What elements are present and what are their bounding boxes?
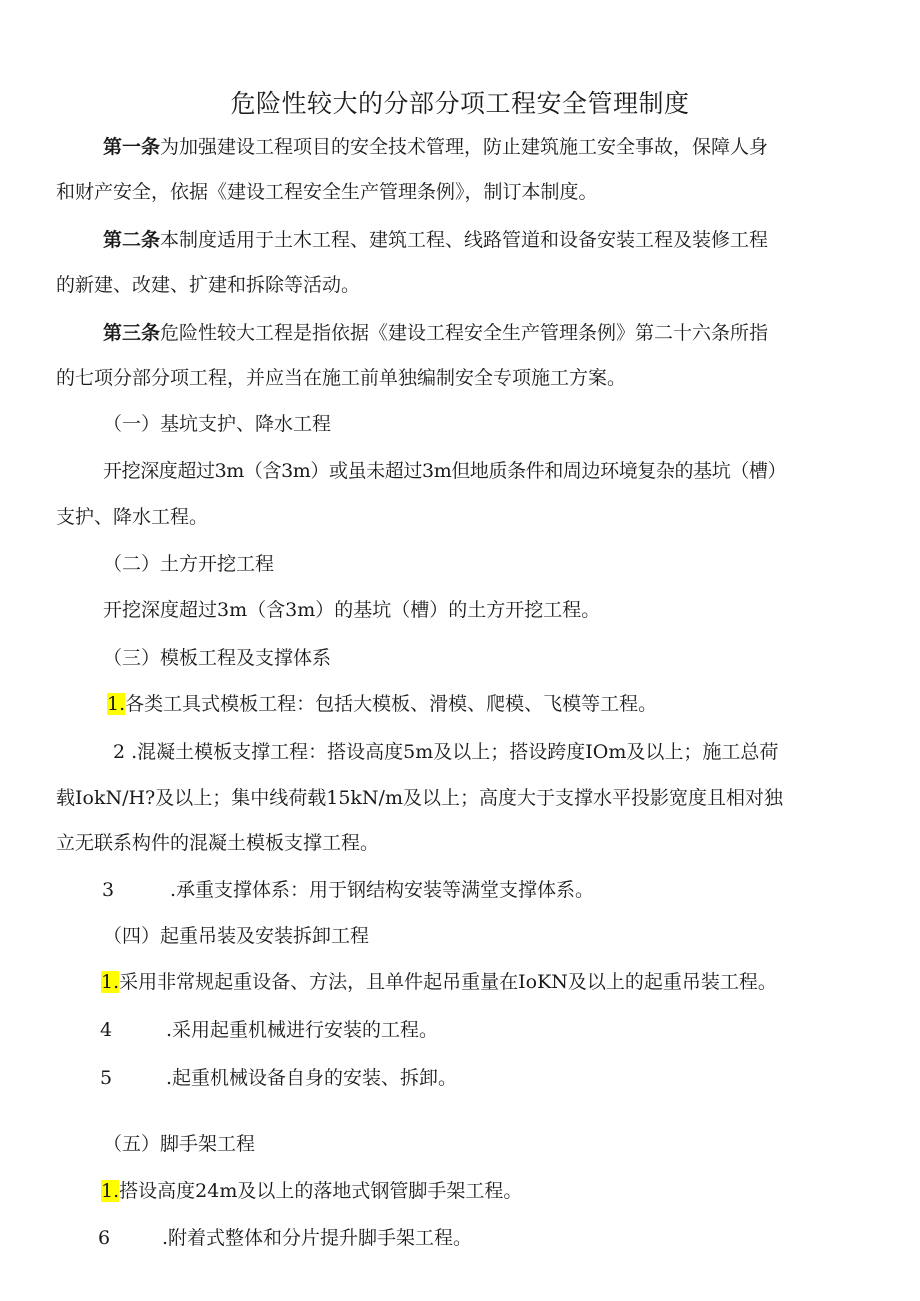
section-5-item-1-text: 搭设高度24m及以上的落地式钢管脚手架工程。 xyxy=(119,1180,523,1202)
section-3-item-2-line-3: 立无联系构件的混凝土模板支撑工程。 xyxy=(56,832,380,854)
article-1-line-1 xyxy=(103,133,768,161)
section-4-item-3-text: .起重机械设备自身的安装、拆卸。 xyxy=(166,1067,458,1089)
section-5-heading: （五）脚手架工程 xyxy=(103,1133,256,1155)
section-4-item-3-number: 5 xyxy=(100,1067,113,1089)
section-5-item-1-number: 1. xyxy=(101,1180,120,1202)
article-3-line-1 xyxy=(103,319,768,347)
section-4-item-2-number: 4 xyxy=(100,1019,113,1041)
section-4-item-1 xyxy=(101,968,777,996)
article-2-text-1: 本制度适用于土木工程、建筑工程、线路管道和设备安装工程及装修工程 xyxy=(160,229,769,251)
section-4-item-1-number: 1. xyxy=(101,971,120,993)
section-3-item-1 xyxy=(107,690,657,718)
section-3-item-1-text: 各类工具式模板工程：包括大模板、滑模、爬模、飞模等工程。 xyxy=(125,693,658,715)
section-4-item-2-text: .采用起重机械进行安装的工程。 xyxy=(166,1019,439,1041)
article-3-line-2: 的七项分部分项工程，并应当在施工前单独编制安全专项施工方案。 xyxy=(56,367,627,389)
section-3-item-1-number: 1. xyxy=(107,693,126,715)
section-4-item-1-text: 采用非常规起重设备、方法，且单件起吊重量在IoKN及以上的起重吊装工程。 xyxy=(119,971,777,993)
article-2-label: 第二条 xyxy=(103,229,161,251)
section-3-item-3-number: 3 xyxy=(102,879,115,901)
article-3-label: 第三条 xyxy=(103,322,161,344)
section-3-item-3-text: .承重支撑体系：用于钢结构安装等满堂支撑体系。 xyxy=(170,879,595,901)
section-3-item-2-line-1: 2 .混凝土模板支撑工程：搭设高度5m及以上；搭设跨度IOm及以上；施工总荷 xyxy=(113,741,779,763)
section-4-heading: （四）起重吊装及安装拆卸工程 xyxy=(103,925,370,947)
article-2-line-2: 的新建、改建、扩建和拆除等活动。 xyxy=(56,274,361,296)
article-1-text-1: 为加强建设工程项目的安全技术管理，防止建筑施工安全事故，保障人身 xyxy=(160,136,769,158)
article-2-line-1 xyxy=(103,226,768,254)
section-3-heading: （三）模板工程及支撑体系 xyxy=(103,647,332,669)
section-1-heading: （一）基坑支护、降水工程 xyxy=(103,413,332,435)
section-1-line-1: 开挖深度超过3m（含3m）或虽未超过3m但地质条件和周边环境复杂的基坑（槽） xyxy=(103,460,787,482)
article-1-label: 第一条 xyxy=(103,136,161,158)
document-title: 危险性较大的分部分项工程安全管理制度 xyxy=(230,89,690,118)
section-1-line-2: 支护、降水工程。 xyxy=(56,506,209,528)
section-5-item-1 xyxy=(101,1177,522,1205)
section-2-line-1: 开挖深度超过3m（含3m）的基坑（槽）的土方开挖工程。 xyxy=(103,599,601,621)
article-3-text-1: 危险性较大工程是指依据《建设工程安全生产管理条例》第二十六条所指 xyxy=(160,322,769,344)
article-1-line-2: 和财产安全，依据《建设工程安全生产管理条例》，制订本制度。 xyxy=(56,181,598,203)
section-3-item-2-line-2: 载IokN/H?及以上；集中线荷载15kN∕m及以上；高度大于支撑水平投影宽度且相对独 xyxy=(56,787,783,809)
section-5-item-2-text: .附着式整体和分片提升脚手架工程。 xyxy=(162,1227,473,1249)
section-5-item-2-number: 6 xyxy=(98,1227,111,1249)
section-2-heading: （二）土方开挖工程 xyxy=(103,553,275,575)
